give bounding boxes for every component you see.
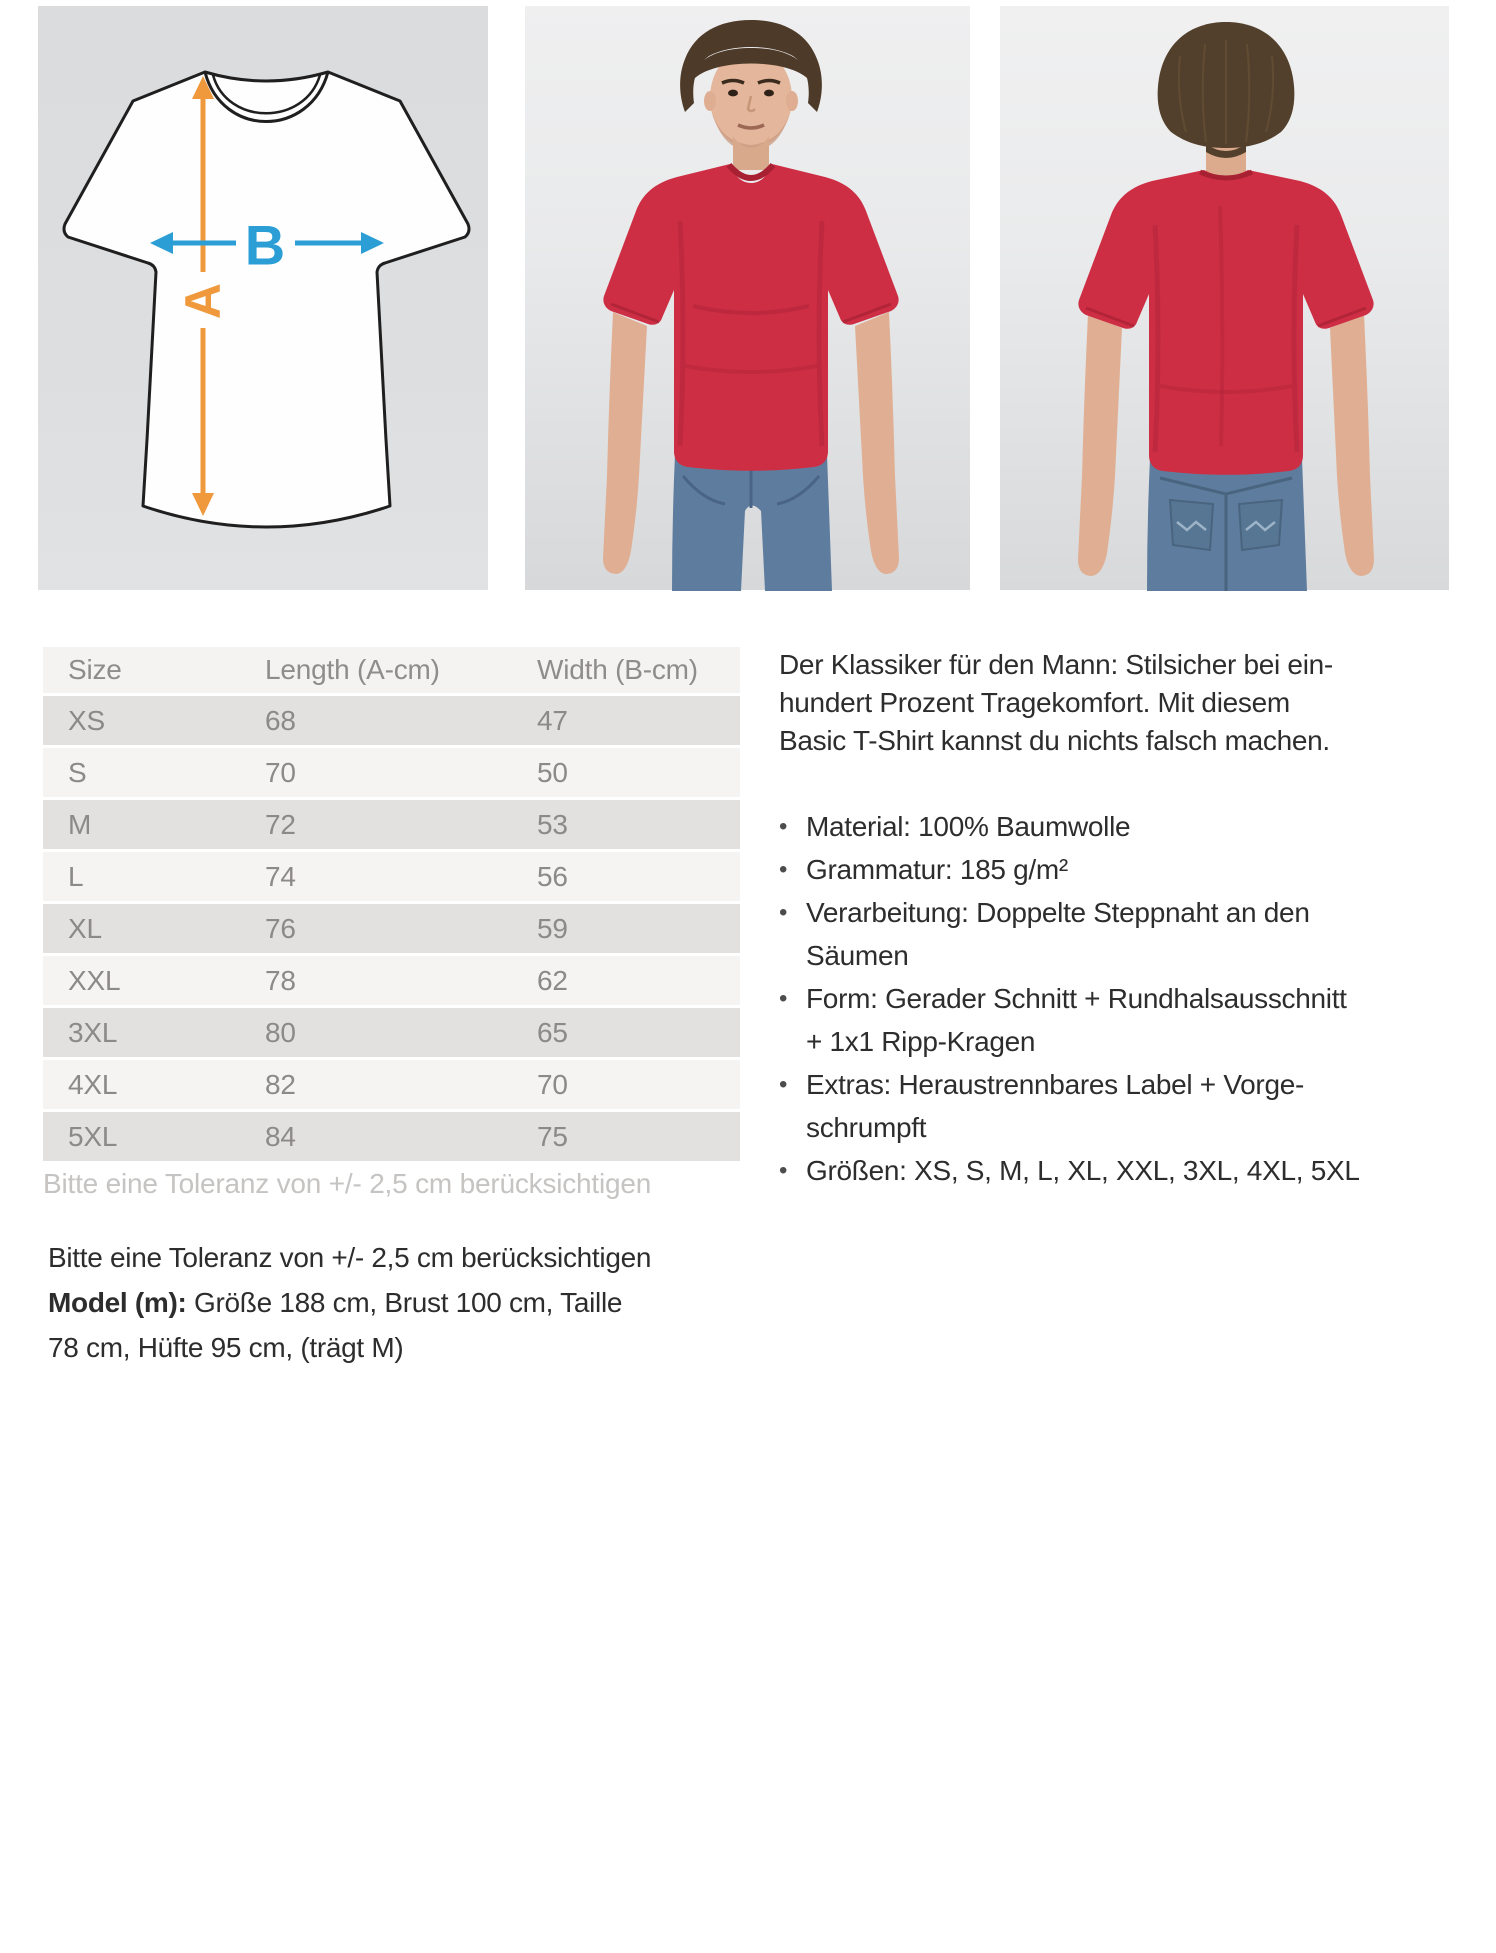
cell-length: 80 — [265, 1016, 296, 1048]
cell-size: M — [68, 808, 92, 840]
model-back-illustration — [1000, 6, 1449, 590]
cell-width: 65 — [537, 1016, 568, 1048]
list-item — [779, 805, 1379, 848]
feature-text: Grammatur: 185 g/m² — [806, 854, 1068, 885]
cell-width: 70 — [537, 1068, 568, 1100]
cell-width: 50 — [537, 756, 568, 788]
product-description — [779, 646, 1379, 1192]
bullet-icon: • — [779, 985, 788, 1012]
label-a: A — [175, 282, 231, 320]
size-diagram-image — [38, 6, 488, 590]
feature-text: Säumen — [806, 940, 909, 971]
cell-size: XL — [68, 912, 102, 944]
column-header-size: Size — [68, 654, 122, 685]
table-row — [43, 1060, 740, 1109]
cropped-text-row — [43, 1168, 663, 1199]
bullet-icon: • — [779, 899, 788, 926]
table-row — [43, 904, 740, 953]
bullet-icon: • — [779, 813, 788, 840]
label-b: B — [244, 213, 286, 277]
cell-length: 76 — [265, 912, 296, 944]
list-item — [779, 1149, 1379, 1192]
model-front-illustration — [525, 6, 970, 590]
feature-text: Verarbeitung: Doppelte Steppnaht an den — [806, 897, 1310, 928]
bullet-icon: • — [779, 1071, 788, 1098]
cell-size: XS — [68, 704, 105, 736]
table-row — [43, 696, 740, 745]
cell-length: 84 — [265, 1120, 296, 1152]
size-table-header — [43, 647, 740, 693]
feature-text: Größen: XS, S, M, L, XL, XXL, 3XL, 4XL, 5XL — [806, 1155, 1360, 1186]
model-front-photo — [525, 6, 970, 590]
cell-size: S — [68, 756, 87, 788]
intro-line: Der Klassiker für den Mann: Stilsicher bei ein- — [779, 649, 1333, 680]
tolerance-note: Bitte eine Toleranz von +/- 2,5 cm berücksichtigen — [48, 1242, 652, 1273]
cell-width: 59 — [537, 912, 568, 944]
cell-length: 74 — [265, 860, 296, 892]
list-item — [779, 891, 1379, 977]
description-intro — [779, 646, 1379, 760]
measurement-notes — [48, 1235, 651, 1370]
cell-size: XXL — [68, 964, 121, 996]
table-row — [43, 800, 740, 849]
cell-length: 72 — [265, 808, 296, 840]
feature-list — [779, 805, 1379, 1192]
table-row — [43, 956, 740, 1005]
feature-text: Extras: Heraustrennbares Label + Vorge- — [806, 1069, 1305, 1100]
cell-length: 68 — [265, 704, 296, 736]
feature-text: Form: Gerader Schnitt + Rundhalsausschnitt — [806, 983, 1347, 1014]
bullet-icon: • — [779, 856, 788, 883]
cell-length: 82 — [265, 1068, 296, 1100]
product-image-gallery — [38, 6, 1450, 590]
cell-width: 53 — [537, 808, 568, 840]
cell-length: 70 — [265, 756, 296, 788]
tshirt-measurement-diagram-icon — [38, 6, 488, 590]
cell-width: 75 — [537, 1120, 568, 1152]
model-measurements-line2: 78 cm, Hüfte 95 cm, (trägt M) — [48, 1332, 404, 1363]
column-header-length: Length (A-cm) — [265, 654, 440, 685]
cell-size: 3XL — [68, 1016, 118, 1048]
intro-line: hundert Prozent Tragekomfort. Mit diesem — [779, 687, 1290, 718]
list-item — [779, 1063, 1379, 1149]
list-item — [779, 977, 1379, 1063]
table-row — [43, 1112, 740, 1161]
model-label: Model (m): — [48, 1287, 187, 1318]
cropped-text-fragment: Bitte eine Toleranz von +/- 2,5 cm berücksichtigen — [43, 1168, 652, 1199]
model-back-photo — [1000, 6, 1449, 590]
table-row — [43, 852, 740, 901]
feature-text: schrumpft — [806, 1112, 927, 1143]
column-header-width: Width (B-cm) — [537, 654, 698, 685]
feature-text: + 1x1 Ripp-Kragen — [806, 1026, 1036, 1057]
table-row — [43, 1008, 740, 1057]
cell-size: 5XL — [68, 1120, 118, 1152]
cell-width: 47 — [537, 704, 568, 736]
feature-text: Material: 100% Baumwolle — [806, 811, 1131, 842]
cell-length: 78 — [265, 964, 296, 996]
table-row — [43, 748, 740, 797]
cell-size: L — [68, 860, 84, 892]
list-item — [779, 848, 1379, 891]
model-measurements: Größe 188 cm, Brust 100 cm, Taille — [186, 1287, 623, 1318]
size-table — [43, 647, 740, 1161]
cell-width: 62 — [537, 964, 568, 996]
cell-width: 56 — [537, 860, 568, 892]
intro-line: Basic T-Shirt kannst du nichts falsch machen. — [779, 725, 1330, 756]
cell-size: 4XL — [68, 1068, 118, 1100]
bullet-icon: • — [779, 1157, 788, 1184]
model-measurements-line1 — [48, 1280, 651, 1325]
